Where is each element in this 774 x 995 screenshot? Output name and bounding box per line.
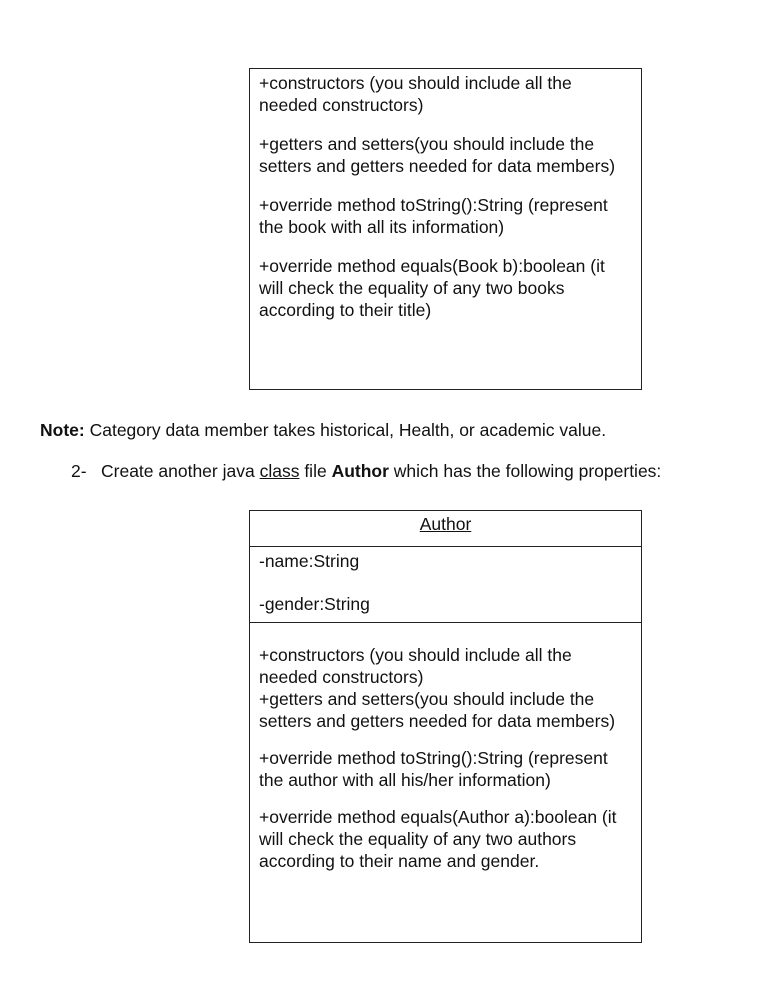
book-method-getters-setters: +getters and setters(you should include the setters and getters needed for data members) xyxy=(259,134,616,176)
step-text-author: Author xyxy=(331,461,389,481)
author-method-equals: +override method equals(Author a):boolean (it will check the equality of any two authors according to their name and gender. xyxy=(259,807,617,871)
step-text-mid: file xyxy=(299,461,332,481)
step-text-pre: Create another java xyxy=(101,461,260,481)
book-method-tostring: +override method toString():String (represent the book with all its information) xyxy=(259,195,608,237)
note-text: Category data member takes historical, Health, or academic value. xyxy=(84,420,607,440)
author-methods-section xyxy=(250,623,641,872)
step-text-post: which has the following properties: xyxy=(388,461,662,481)
author-uml-class-box xyxy=(249,510,642,943)
author-attributes-section xyxy=(250,547,641,623)
step-2-instruction xyxy=(71,459,661,483)
book-method-constructors: +constructors (you should include all the needed constructors) xyxy=(259,73,572,115)
author-method-tostring: +override method toString():String (represent the author with all his/her information) xyxy=(259,748,608,790)
category-note xyxy=(40,418,606,442)
author-method-constructors: +constructors (you should include all the needed constructors) xyxy=(259,645,572,687)
note-label: Note: xyxy=(40,420,85,440)
step-number: 2- xyxy=(71,461,87,481)
author-class-title-section xyxy=(250,511,641,547)
book-method-equals: +override method equals(Book b):boolean (it will check the equality of any two books according to their title) xyxy=(259,256,605,320)
step-text-class: class xyxy=(259,461,300,481)
book-class-methods-box xyxy=(249,68,642,390)
author-attr-name: -name:String xyxy=(259,551,360,571)
author-class-name: Author xyxy=(419,514,472,534)
author-method-getters-setters: +getters and setters(you should include the setters and getters needed for data members) xyxy=(259,689,616,731)
author-attr-gender: -gender:String xyxy=(259,594,370,614)
